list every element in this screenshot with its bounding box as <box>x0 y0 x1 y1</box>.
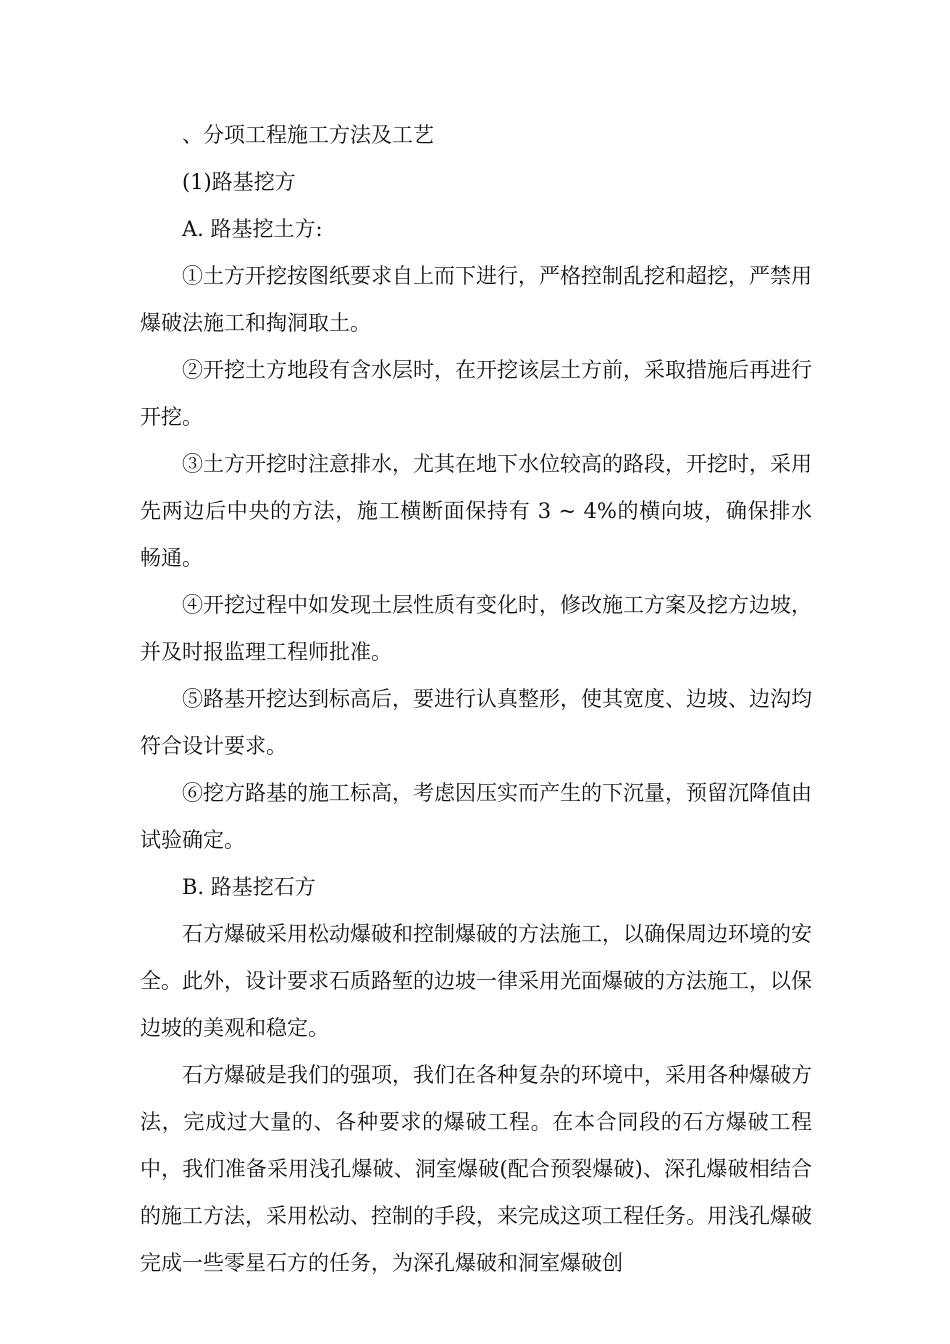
document-body <box>140 112 812 1287</box>
section-title: 、分项工程施工方法及工艺 <box>182 123 434 147</box>
part-b-title: B. 路基挖石方 <box>182 875 316 899</box>
body-paragraph: 石方爆破是我们的强项，我们在各种复杂的环境中，采用各种爆破方法，完成过大量的、各种要求的爆破工程。在本合同段的石方爆破工程中，我们准备采用浅孔爆破、洞室爆破(配合预裂爆破)、深孔爆破相结合的施工方法，采用松动、控制的手段，来完成这项工程任务。用浅孔爆破完成一些零星石方的任务，为深孔爆破和洞室爆破创 <box>140 1063 812 1275</box>
body-paragraph: 石方爆破采用松动爆破和控制爆破的方法施工，以确保周边环境的安全。此外，设计要求石质路堑的边坡一律采用光面爆破的方法施工，以保边坡的美观和稳定。 <box>140 922 812 1040</box>
list-item: ①土方开挖按图纸要求自上而下进行，严格控制乱挖和超挖，严禁用爆破法施工和掏洞取土。 <box>140 264 812 335</box>
list-item: ④开挖过程中如发现土层性质有变化时，修改施工方案及挖方边坡，并及时报监理工程师批准。 <box>140 593 812 664</box>
subsection-title: (1)路基挖方 <box>182 170 296 194</box>
list-item: ⑥挖方路基的施工标高，考虑因压实而产生的下沉量，预留沉降值由试验确定。 <box>140 781 812 852</box>
list-item: ②开挖土方地段有含水层时，在开挖该层土方前，采取措施后再进行开挖。 <box>140 358 812 429</box>
part-a-title: A. 路基挖土方: <box>182 217 323 241</box>
list-item: ③土方开挖时注意排水，尤其在地下水位较高的路段，开挖时，采用先两边后中央的方法，施工横断面保持有 3 ~ 4%的横向坡，确保排水畅通。 <box>140 452 812 570</box>
list-item: ⑤路基开挖达到标高后，要进行认真整形，使其宽度、边坡、边沟均符合设计要求。 <box>140 687 812 758</box>
